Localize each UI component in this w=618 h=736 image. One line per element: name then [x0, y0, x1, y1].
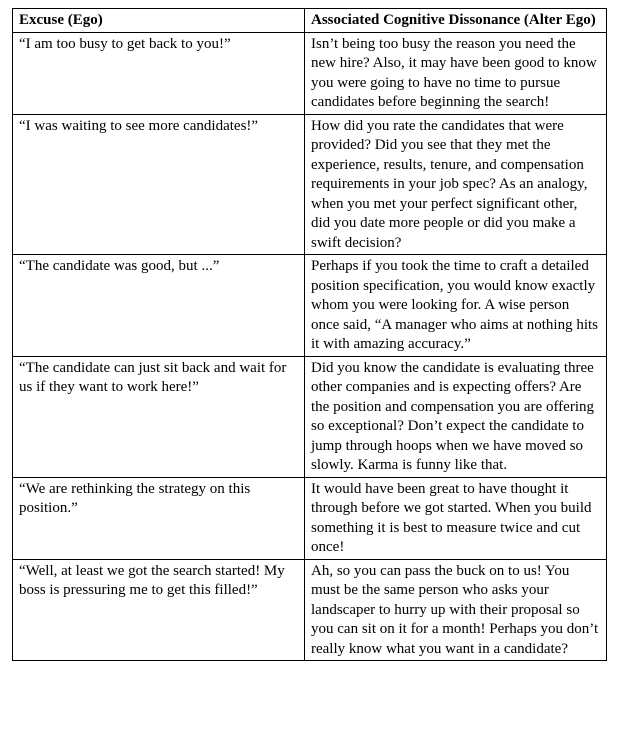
- excuse-cell: [13, 32, 305, 114]
- excuse-text: “I was waiting to see more candidates!”: [19, 117, 259, 134]
- dissonance-text: How did you rate the candidates that were provided? Did you see that they met the experience, results, tenure, and compensation requirements in your job spec? As an analogy, when you met your perfect significant other, did you date more people or did you make a swift decision?: [311, 117, 588, 251]
- table-row: [13, 255, 607, 357]
- excuse-cell: [13, 114, 305, 255]
- header-excuse-text: Excuse (Ego): [19, 12, 103, 28]
- dissonance-cell: [305, 477, 607, 559]
- dissonance-cell: [305, 255, 607, 357]
- dissonance-text: Isn’t being too busy the reason you need the new hire? Also, it may have been good to know you were going to have no time to pursue candidates before beginning the search!: [311, 35, 597, 110]
- dissonance-text: It would have been great to have thought it through before we got started. When you build something it is best to measure twice and cut once!: [311, 480, 592, 555]
- table-header-row: [13, 9, 607, 33]
- table-row: [13, 559, 607, 661]
- excuse-cell: [13, 356, 305, 477]
- table-row: [13, 114, 607, 255]
- excuse-cell: [13, 477, 305, 559]
- table-row: [13, 356, 607, 477]
- dissonance-text: Did you know the candidate is evaluating three other companies and is expecting offers? Are the position and compensation you are offering so exceptional? Don’t expect the candidate to jump through hoops when we have moved so slowly. Karma is funny like that.: [311, 359, 594, 473]
- excuse-text: “Well, at least we got the search started! My boss is pressuring me to get this filled!”: [19, 562, 285, 598]
- header-excuse: [13, 9, 305, 33]
- header-dissonance-text: Associated Cognitive Dissonance (Alter Ego): [311, 12, 596, 28]
- dissonance-cell: [305, 559, 607, 661]
- dissonance-cell: [305, 32, 607, 114]
- header-dissonance: [305, 9, 607, 33]
- excuse-text: “I am too busy to get back to you!”: [19, 35, 231, 52]
- excuse-text: “We are rethinking the strategy on this position.”: [19, 480, 251, 516]
- dissonance-text: Perhaps if you took the time to craft a detailed position specification, you would know exactly whom you were looking for. A wise person once said, “A manager who aims at nothing hits it with amazing accuracy.”: [311, 258, 599, 352]
- excuse-text: “The candidate can just sit back and wait for us if they want to work here!”: [19, 359, 287, 395]
- dissonance-cell: [305, 114, 607, 255]
- excuse-cell: [13, 559, 305, 661]
- excuse-cell: [13, 255, 305, 357]
- excuse-dissonance-table: [12, 8, 607, 661]
- excuse-text: “The candidate was good, but ...”: [19, 258, 220, 274]
- dissonance-cell: [305, 356, 607, 477]
- table-row: [13, 477, 607, 559]
- table-row: [13, 32, 607, 114]
- dissonance-text: Ah, so you can pass the buck on to us! You must be the same person who asks your landscaper to hurry up with their proposal so you can sit on it for a month! Perhaps you don’t really know what you want in a candidate?: [311, 562, 599, 657]
